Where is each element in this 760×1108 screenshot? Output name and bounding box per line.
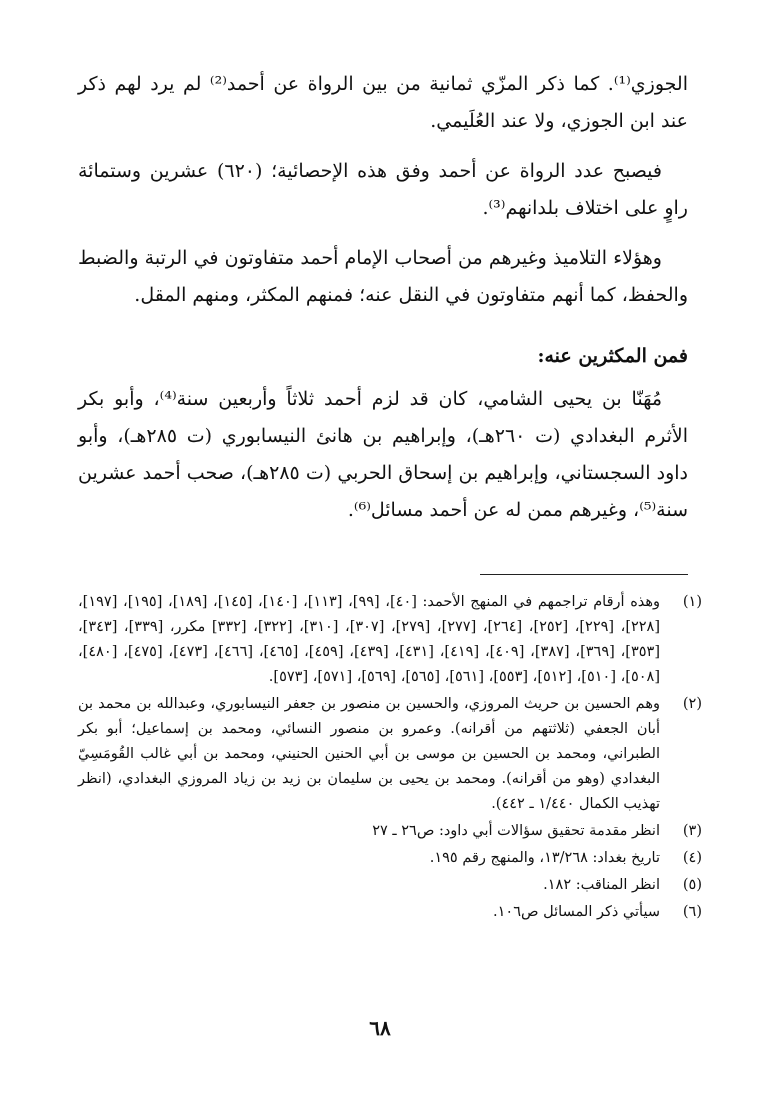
footnotes	[78, 590, 702, 927]
footnote-number: (٥)	[682, 877, 702, 893]
footnote-text: انظر المناقب: ١٨٢.	[543, 877, 660, 893]
footnote-number: (٦)	[682, 904, 702, 920]
section-heading: فمن المكثرين عنه:	[537, 345, 688, 367]
footnote-number: (٢)	[682, 696, 702, 712]
footnote-text: وهم الحسين بن حريث المروزي، والحسين بن منصور بن جعفر النيسابوري، وعبدالله بن محمد بن أبان الجعفي (ثلاثتهم من أقرانه). وعمرو بن منصور النسائي، ومحمد بن إسماعيل؛ أبو بكر الطبراني، ومحمد بن الحسين بن موسى بن أبي الحنين الحنيني، ومحمد بن أبي غالب القُومَسِيّ البغدادي (وهو من أقرانه). ومحمد بن يحيى بن سليمان بن زيد بن زياد المروزي البغدادي، (انظر تهذيب الكمال ١/٤٤٠ ـ ٤٤٢).	[78, 696, 660, 812]
paragraph-4: مُهَنّا بن يحيى الشامي، كان قد لزم أحمد ثلاثاً وأربعين سنة⁽⁴⁾، وأبو بكر الأثرم البغدادي (ت ٢٦٠هـ)، وإبراهيم بن هانئ النيسابوري (ت ٢٨٥هـ)، وأبو داود السجستاني، وإبراهيم بن إسحاق الحربي (ت ٢٨٥هـ)، صحب أحمد عشرين سنة⁽⁵⁾، وغيرهم ممن له عن أحمد مسائل⁽⁶⁾.	[78, 388, 688, 521]
footnote-number: (١)	[682, 594, 702, 610]
footnote-text: تاريخ بغداد: ١٣/٢٦٨، والمنهج رقم ١٩٥.	[429, 850, 660, 866]
footnote-6	[78, 900, 702, 925]
page-number: ٦٨	[369, 1016, 391, 1040]
footnote-5	[78, 873, 702, 898]
footnote-text: انظر مقدمة تحقيق سؤالات أبي داود: ص٢٦ ـ ٢٧	[372, 823, 660, 839]
main-text	[78, 66, 688, 542]
footnote-3	[78, 819, 702, 844]
footnote-separator	[480, 574, 688, 575]
footnote-1	[78, 590, 702, 690]
paragraph-1: الجوزي⁽¹⁾. كما ذكر المزّي ثمانية من بين الرواة عن أحمد⁽²⁾ لم يرد لهم ذكر عند ابن الجوزي، ولا عند العُلَيمي.	[78, 73, 688, 132]
paragraph-3: وهؤلاء التلاميذ وغيرهم من أصحاب الإمام أحمد متفاوتون في الرتبة والضبط والحفظ، كما أنهم متفاوتون في النقل عنه؛ فمنهم المكثر، ومنهم المقل.	[78, 247, 688, 306]
footnote-text: سيأتي ذكر المسائل ص١٠٦.	[493, 904, 660, 920]
footnote-number: (٣)	[682, 823, 702, 839]
footnote-4	[78, 846, 702, 871]
footnote-2	[78, 692, 702, 817]
footnote-number: (٤)	[682, 850, 702, 866]
paragraph-2: فيصبح عدد الرواة عن أحمد وفق هذه الإحصائية؛ (٦٢٠) عشرين وستمائة راوٍ على اختلاف بلدانهم⁽³⁾.	[78, 160, 688, 219]
footnote-text: وهذه أرقام تراجمهم في المنهج الأحمد: [٤٠]، [٩٩]، [١١٣]، [١٤٠]، [١٤٥]، [١٨٩]، [١٩٥]، [١٩٧]، [٢٢٨]، [٢٢٩]، [٢٥٢]، [٢٦٤]، [٢٧٧]، [٢٧٩]، [٣٠٧]، [٣١٠]، [٣٢٢]، [٣٣٢] مكرر، [٣٣٩]، [٣٤٣]، [٣٥٣]، [٣٦٩]، [٣٨٧]، [٤٠٩]، [٤١٩]، [٤٣١]، [٤٣٩]، [٤٥٩]، [٤٦٥]، [٤٦٦]، [٤٧٣]، [٤٧٥]، [٤٨٠]، [٥٠٨]، [٥١٠]، [٥١٢]، [٥٥٣]، [٥٦١]، [٥٦٥]، [٥٦٩]، [٥٧١]، [٥٧٣].	[78, 594, 661, 685]
